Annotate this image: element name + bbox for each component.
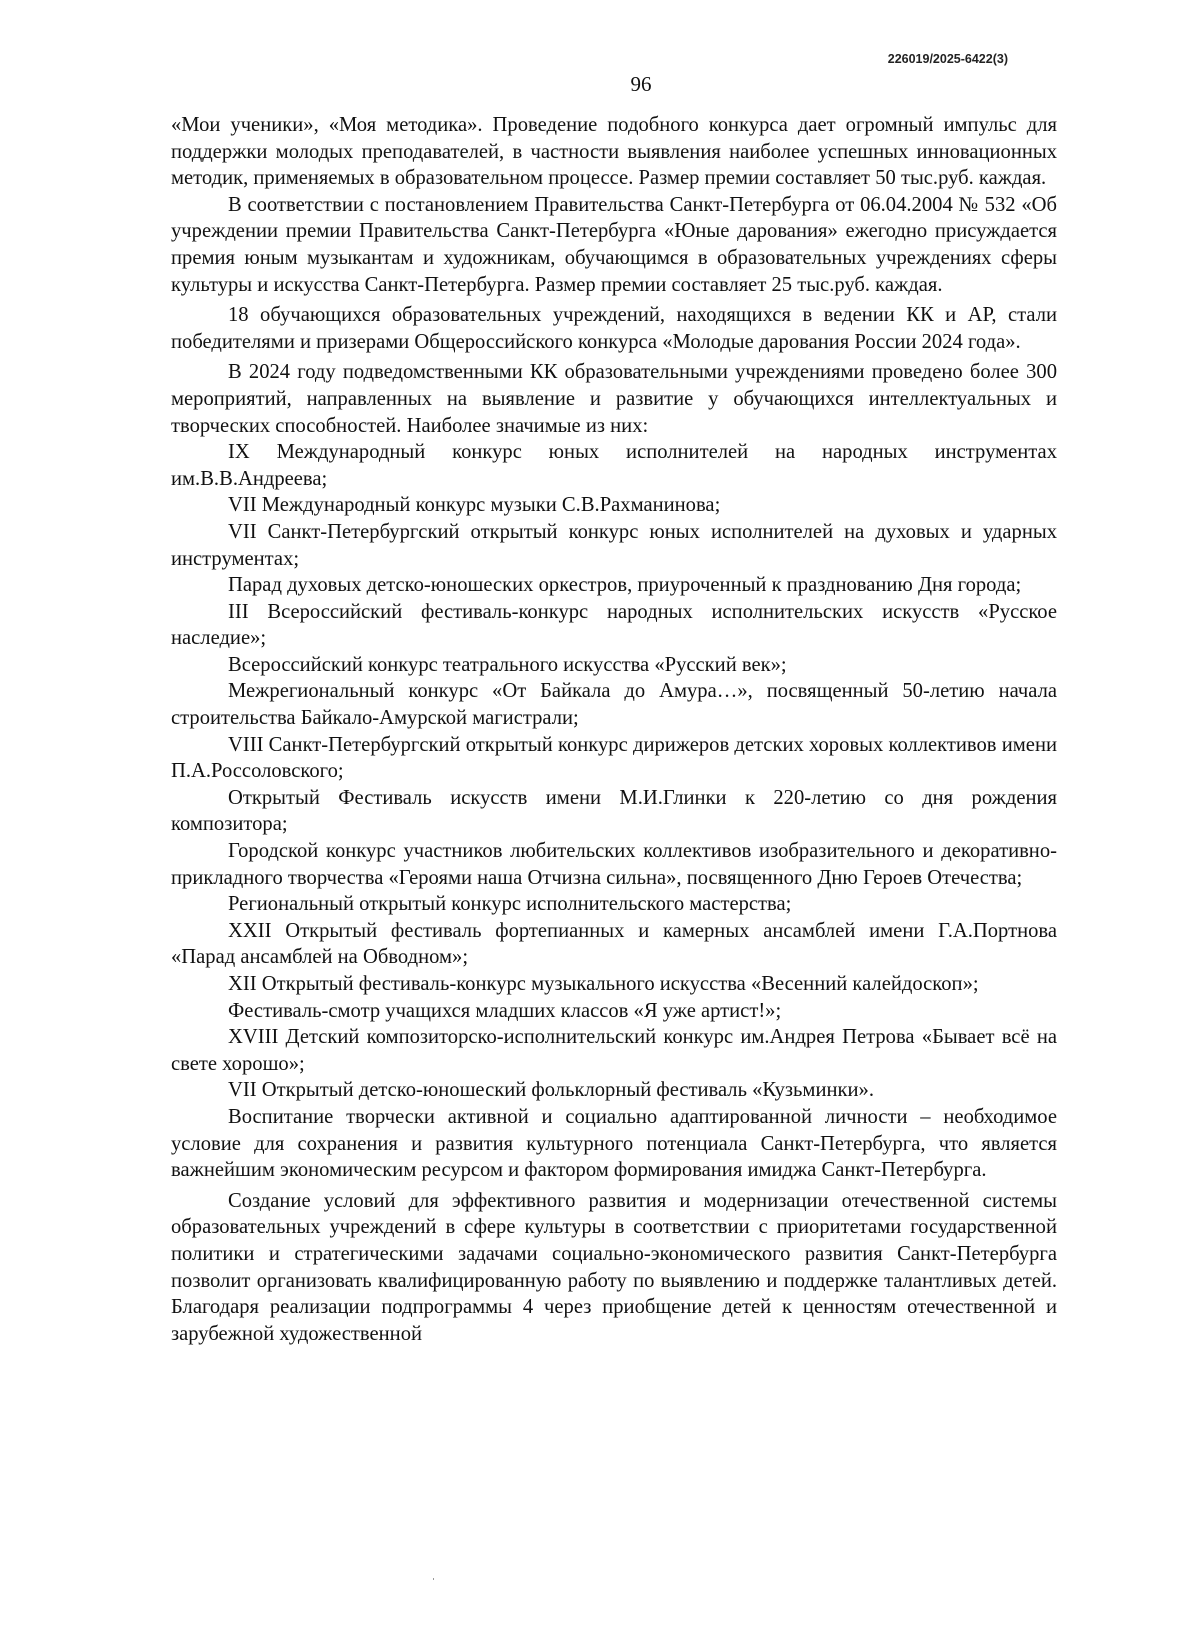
paragraph-personality-development: Воспитание творчески активной и социально адаптированной личности – необходимое условие для сохранения и развития культурного потенциала Санкт-Петербурга, что является важнейшим экономическим ресурсом и фактором формирования имиджа Санкт-Петербурга.: [171, 1105, 1057, 1182]
list-item-event: VII Международный конкурс музыки С.В.Рахманинова;: [228, 494, 721, 517]
paragraph-modernization: Создание условий для эффективного развития и модернизации отечественной системы образовательных учреждений в сфере культуры в соответствии с приоритетами государственной политики и стратегическими задачами социально-экономического развития Санкт-Петербурга позволит организовать квалифицированную работу по выявлению и поддержке талантливых детей. Благодаря реализации подпрограммы 4 через приобщение детей к ценностям отечественной и зарубежной художественной: [171, 1189, 1057, 1345]
document-body: [171, 112, 1057, 1347]
list-item-event: XVIII Детский композиторско-исполнительский конкурс им.Андрея Петрова «Бывает всё на свете хорошо»;: [171, 1026, 1057, 1075]
list-item-event: VII Открытый детско-юношеский фольклорный фестиваль «Кузьминки».: [228, 1079, 874, 1102]
list-item-event: XXII Открытый фестиваль фортепианных и камерных ансамблей имени Г.А.Портнова «Парад ансамблей на Обводном»;: [171, 919, 1057, 969]
list-item-event: III Всероссийский фестиваль-конкурс народных исполнительских искусств «Русское наследие»;: [171, 600, 1057, 650]
document-reference-number: 226019/2025-6422(3): [887, 52, 1008, 66]
list-item-event: Всероссийский конкурс театрального искусства «Русский век»;: [228, 653, 787, 676]
list-item-event: VII Санкт-Петербургский открытый конкурс юных исполнителей на духовых и ударных инструментах;: [171, 520, 1057, 570]
scan-speck: [433, 1578, 434, 1580]
paragraph-yunye-darovaniya-prize: В соответствии с постановлением Правительства Санкт-Петербурга от 06.04.2004 № 532 «Об учреждении премии Правительства Санкт-Петербурга «Юные дарования» ежегодно присуждается премия юным музыкантам и художникам, обучающимся в образовательных учреждениях сферы культуры и искусства Санкт-Петербурга. Размер премии составляет 25 тыс.руб. каждая.: [171, 193, 1057, 296]
list-item-event: IX Международный конкурс юных исполнителей на народных инструментах им.В.В.Андреева;: [171, 441, 1057, 490]
paragraph-events-2024: В 2024 году подведомственными КК образовательными учреждениями проведено более 300 мероприятий, направленных на выявление и развитие у обучающихся интеллектуальных и творческих способностей. Наиболее значимые из них:: [171, 361, 1057, 437]
page-number: 96: [630, 72, 652, 96]
list-item-event: Парад духовых детско-юношеских оркестров, приуроченный к празднованию Дня города;: [228, 574, 1022, 597]
list-item-event: VIII Санкт-Петербургский открытый конкурс дирижеров детских хоровых коллективов имени П.А.Россоловского;: [171, 733, 1057, 783]
list-item-event: Межрегиональный конкурс «От Байкала до Амура…», посвященный 50-летию начала строительства Байкало-Амурской магистрали;: [171, 680, 1057, 730]
paragraph-contest-winners: 18 обучающихся образовательных учреждений, находящихся в ведении КК и АР, стали победителями и призерами Общероссийского конкурса «Молодые дарования России 2024 года».: [171, 304, 1057, 353]
list-item-event: Фестиваль-смотр учащихся младших классов «Я уже артист!»;: [228, 999, 782, 1022]
paragraph-continuation: «Мои ученики», «Моя методика». Проведение подобного конкурса дает огромный импульс для поддержки молодых преподавателей, в частности выявления наиболее успешных инновационных методик, применяемых в образовательном процессе. Размер премии составляет 50 тыс.руб. каждая.: [171, 114, 1057, 190]
list-item-event: Городской конкурс участников любительских коллективов изобразительного и декоративно-прикладного творчества «Героями наша Отчизна сильна», посвященного Дню Героев Отечества;: [171, 840, 1057, 889]
list-item-event: Открытый Фестиваль искусств имени М.И.Глинки к 220-летию со дня рождения композитора;: [171, 786, 1057, 836]
list-item-event: Региональный открытый конкурс исполнительского мастерства;: [228, 893, 792, 916]
list-item-event: XII Открытый фестиваль-конкурс музыкального искусства «Весенний калейдоскоп»;: [228, 973, 979, 995]
